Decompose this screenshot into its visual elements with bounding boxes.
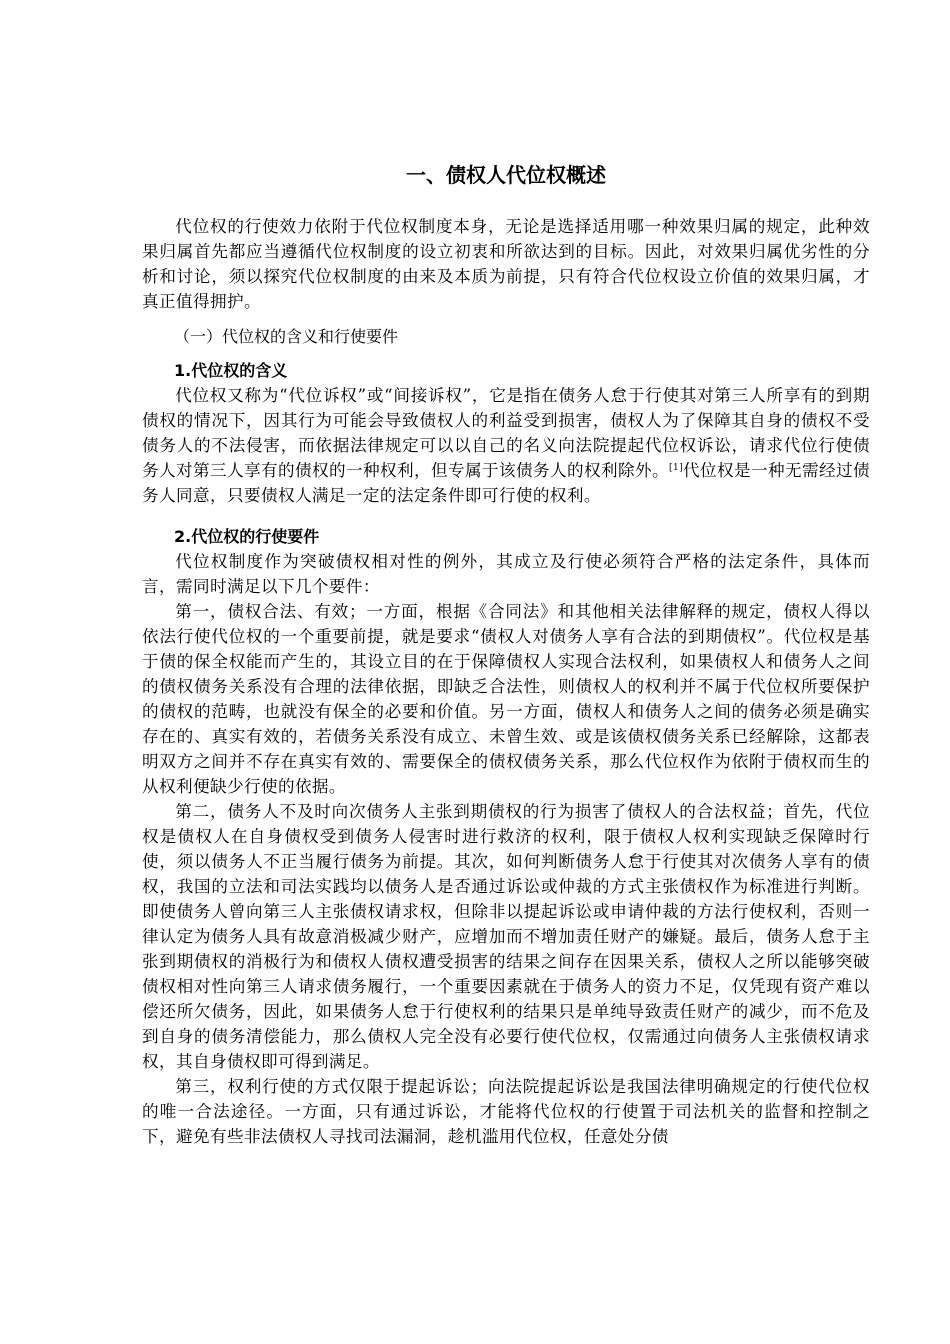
requirement-2-paragraph: 第二，债务人不及时向次债务人主张到期债权的行为损害了债权人的合法权益；首先，代位权是债权人在自身债权受到债务人侵害时进行救济的权利，限于债权人权利实现缺乏保障时行使，须以债务人不正当履行债务为前提。其次，如何判断债务人怠于行使其对次债务人享有的债权，我国的立法和司法实践均以债务人是否通过诉讼或仲裁的方式主张债权作为标准进行判断。即使债务人曾向第三人主张债权请求权，但除非以提起诉讼或申请仲裁的方法行使权利，否则一律认定为债务人具有故意消极减少财产，应增加而不增加责任财产的嫌疑。最后，债务人怠于主张到期债权的消极行为和债权人债权遭受损害的结果之间存在因果关系，债权人之所以能够突破债权相对性向第三人请求债务履行，一个重要因素就在于债务人的资力不足，仅凭现有资产难以偿还所欠债务，因此，如果债务人怠于行使权利的结果只是单纯导致责任财产的减少，而不危及到自身的债务清偿能力，那么债权人完全没有必要行使代位权，仅需通过向债务人主张债权请求权，其自身债权即可得到满足。 bbox=[142, 802, 870, 1071]
requirement-3-paragraph: 第三，权利行使的方式仅限于提起诉讼；向法院提起诉讼是我国法律明确规定的行使代位权的唯一合法途径。一方面，只有通过诉讼，才能将代位权的行使置于司法机关的监督和控制之下，避免有些非法债权人寻找司法漏洞，趁机滥用代位权，任意处分债 bbox=[142, 1077, 870, 1146]
requirement-1-paragraph: 第一，债权合法、有效；一方面，根据《合同法》和其他相关法律解释的规定，债权人得以依法行使代位权的一个重要前提，就是要求“债权人对债务人享有合法的到期债权”。代位权是基于债的保全权能而产生的，其设立目的在于保障债权人实现合法权利，如果债权人和债务人之间的债权债务关系没有合理的法律依据，即缺乏合法性，则债权人的权利并不属于代位权所要保护的债权的范畴，也就没有保全的必要和价值。另一方面，债权人和债务人之间的债务必须是确实存在的、真实有效的，若债务关系没有成立、未曾生效、或是该债权债务关系已经解除，这都表明双方之间并不存在真实有效的、需要保全的债权债务关系，那么代位权作为依附于债权而生的从权利便缺少行使的依据。 bbox=[142, 602, 870, 796]
section-heading: （一）代位权的含义和行使要件 bbox=[174, 327, 399, 346]
document-body bbox=[142, 158, 870, 1149]
subsection-heading-meaning: 1.代位权的含义 bbox=[174, 361, 288, 380]
meaning-paragraph bbox=[142, 383, 870, 508]
chapter-title: 一、债权人代位权概述 bbox=[406, 163, 606, 187]
meaning-text: 代位权又称为“代位诉权”或“间接诉权”，它是指在债务人怠于行使其对第三人所享有的到期债权的情况下，因其行为可能会导致债权人的利益受到损害，债权人为了保障其自身的债权不受债务人的不法侵害，而依据法律规定可以以自己的名义向法院提起代位权诉讼，请求代位行使债务人对第三人享有的债权的一种权利，但专属于该债务人的权利除外。 bbox=[142, 386, 870, 480]
meaning-text-continued: 代位权是一种无需经过债务人同意，只要债权人满足一定的法定条件即可行使的权利。 bbox=[142, 461, 870, 505]
subsection-heading-requirements: 2.代位权的行使要件 bbox=[174, 527, 320, 546]
footnote-marker[interactable]: [1] bbox=[669, 463, 683, 473]
intro-paragraph: 代位权的行使效力依附于代位权制度本身，无论是选择适用哪一种效果归属的规定，此种效果归属首先都应当遵循代位权制度的设立初衷和所欲达到的目标。因此，对效果归属优劣性的分析和讨论，须以探究代位权制度的由来及本质为前提，只有符合代位权设立价值的效果归属，才真正值得拥护。 bbox=[142, 217, 870, 311]
requirements-intro-paragraph: 代位权制度作为突破债权相对性的例外，其成立及行使必须符合严格的法定条件，具体而言，需同时满足以下几个要件： bbox=[142, 552, 870, 596]
